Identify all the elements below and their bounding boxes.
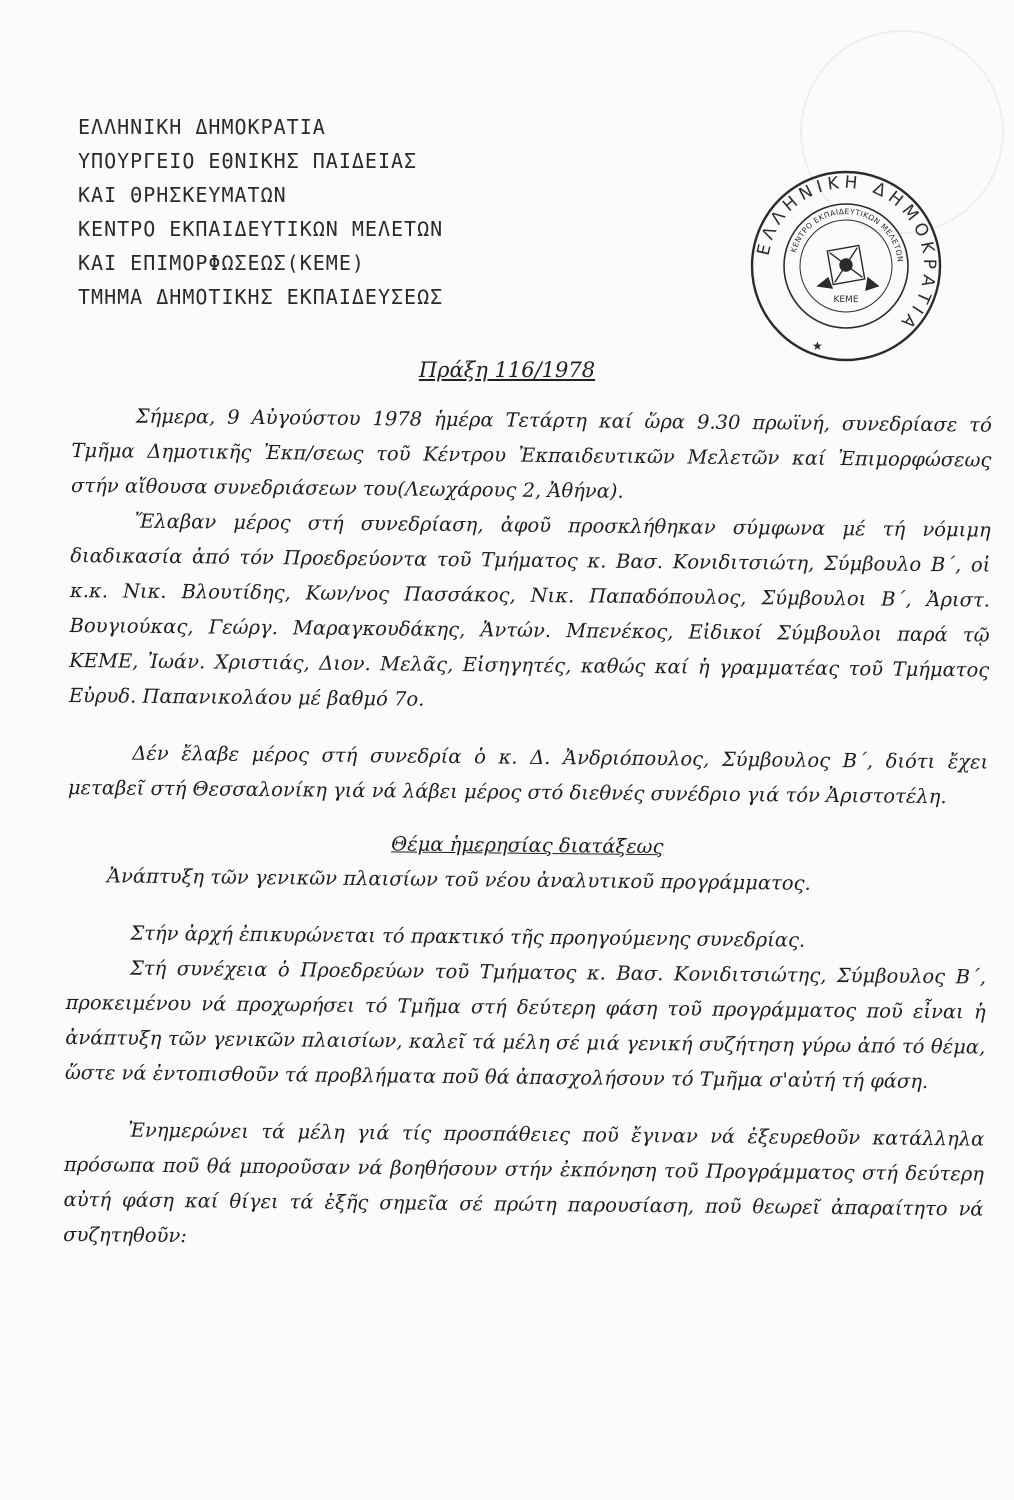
seal-inner-text: ΚΕΝΤΡΟ ΕΚΠΑΙΔΕΥΤΙΚΩΝ ΜΕΛΕΤΩΝ	[788, 206, 905, 263]
seal-emblem-icon	[818, 245, 878, 290]
act-title	[0, 358, 1014, 382]
paragraph-discussion: Στή συνέχεια ὁ Προεδρεύων τοῦ Τμήματος κ. Βασ. Κονιδιτσιώτης, Σύμβουλος Β΄, προκειμένου νά προχωρήσει τό Τμῆμα στή δεύτερη φάση τοῦ προγράμματος ποῦ εἶναι ἡ ἀνάπτυξη τῶν γενικῶν πλαισίων, καλεῖ τά μέλη σέ μιά γενική συζήτηση γύρω ἀπό τό θέμα, ὥστε νά ἐντοπισθοῦν τά προβλήματα ποῦ θά ἀπασχολήσουν τό Τμῆμα σ'αὐτή τή φάση.	[64, 956, 987, 1094]
paragraph-meeting-opening: Σήμερα, 9 Αὐγούστου 1978 ἡμέρα Τετάρτη καί ὥρα 9.30 πρωϊνή, συνεδρίασε τό Τμῆμα Δημοτικῆς Ἐκπ/σεως τοῦ Κέντρου Ἐκπαιδευτικῶν Μελετῶν καί Ἐπιμορφώσεως στήν αἴθουσα συνεδριάσεων του(Λεωχάρους 2, Ἀθήνα).	[70, 404, 992, 503]
paragraph-briefing: Ἐνημερώνει τά μέλη γιά τίς προσπάθειες ποῦ ἔγιναν νά ἐξευρεθοῦν κατάλληλα πρόσωπα ποῦ θά μποροῦσαν νά βοηθήσουν στήν ἐκπόνηση τοῦ Προγράμματος στή δεύτερη αὐτή φάση καί θίγει τά ἑξῆς σημεῖα σέ πρώτη παρουσίαση, ποῦ θεωρεῖ ἀπαραίτητο νά συζητηθοῦν:	[63, 1118, 985, 1248]
letterhead-line: ΚΑΙ ΕΠΙΜΟΡΦΩΣΕΩΣ(ΚΕΜΕ)	[78, 251, 365, 275]
seal-outer-text: ΕΛΛΗΝΙΚΗ ΔΗΜΟΚΡΑΤΙΑ	[753, 172, 940, 336]
agenda-title: Θέμα ἡμερησίας διατάξεως	[391, 832, 664, 859]
svg-text:ΚΕΝΤΡΟ ΕΚΠΑΙΔΕΥΤΙΚΩΝ ΜΕΛΕΤΩΝ	[789, 207, 905, 263]
letterhead-line: ΥΠΟΥΡΓΕΙΟ ΕΘΝΙΚΗΣ ΠΑΙΔΕΙΑΣ	[78, 149, 418, 173]
letterhead-line: ΚΑΙ ΘΡΗΣΚΕΥΜΑΤΩΝ	[78, 183, 287, 207]
seal-star-icon: ★	[812, 339, 823, 353]
seal-bottom-text: ΚΕΜΕ	[833, 295, 859, 305]
act-title-text: Πράξη 116/1978	[418, 358, 596, 382]
agenda-subject: Ἀνάπτυξη τῶν γενικῶν πλαισίων τοῦ νέου ἀναλυτικοῦ προγράμματος.	[106, 864, 811, 895]
seal-graphic	[748, 168, 944, 364]
paragraph-attendees: Ἔλαβαν μέρος στή συνεδρίαση, ἀφοῦ προσκλήθηκαν σύμφωνα μέ τή νόμιμη διαδικασία ἀπό τόν Προεδρεύοντα τοῦ Τμήματος κ. Βασ. Κονιδιτσιώτη, Σύμβουλο Β΄, οἱ κ.κ. Νικ. Βλουτίδης, Κων/νος Πασσάκος, Νικ. Παπαδόπουλος, Σύμβουλοι Β΄, Ἀριστ. Βουγιούκας, Γεώργ. Μαραγκουδάκης, Ἀντών. Μπενέκος, Εἰδικοί Σύμβουλοι παρά τῷ ΚΕΜΕ, Ἰωάν. Χριστιάς, Διον. Μελᾶς, Εἰσηγητές, καθώς καί ἡ γραμματέας τοῦ Τμήματος Εὐρυδ. Παπανικολάου μέ βαθμό 7ο.	[68, 509, 991, 711]
letterhead	[78, 110, 443, 314]
letterhead-line: ΤΜΗΜΑ ΔΗΜΟΤΙΚΗΣ ΕΚΠΑΙΔΕΥΣΕΩΣ	[78, 285, 444, 309]
letterhead-line: ΕΛΛΗΝΙΚΗ ΔΗΜΟΚΡΑΤΙΑ	[78, 115, 326, 139]
paragraph-approval: Στήν ἀρχή ἐπικυρώνεται τό πρακτικό τῆς προηγούμενης συνεδρίας.	[130, 921, 806, 952]
paragraph-absentee: Δέν ἔλαβε μέρος στή συνεδρία ὁ κ. Δ. Ἀνδριόπουλος, Σύμβουλος Β΄, διότι ἔχει μεταβεῖ στή Θεσσαλονίκη γιά νά λάβει μέρος στό διεθνές συνέδριο γιά τόν Ἀριστοτέλη.	[67, 741, 989, 809]
minutes-body	[63, 398, 992, 1262]
letterhead-line: ΚΕΝΤΡΟ ΕΚΠΑΙΔΕΥΤΙΚΩΝ ΜΕΛΕΤΩΝ	[78, 217, 444, 241]
official-seal	[748, 168, 944, 364]
